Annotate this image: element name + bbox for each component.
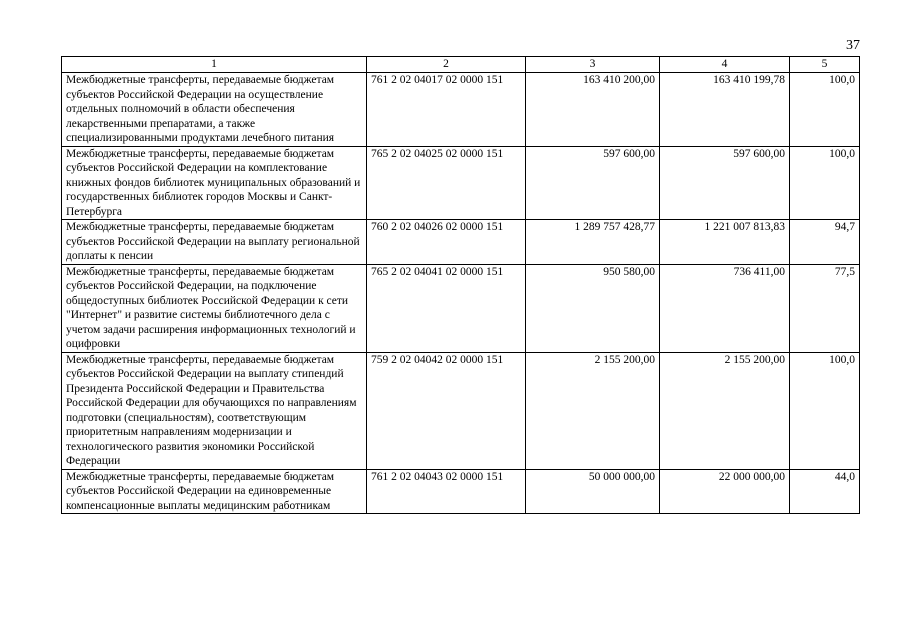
row-budget-code: 765 2 02 04025 02 0000 151 bbox=[367, 146, 526, 220]
row-description: Межбюджетные трансферты, передаваемые бюджетам субъектов Российской Федерации на комплектование книжных фондов библиотек муниципальных образований и государственных библиотек городов Москвы и Санкт-Петербурга bbox=[62, 146, 367, 220]
row-execution-percent: 100,0 bbox=[790, 146, 860, 220]
row-budget-code: 759 2 02 04042 02 0000 151 bbox=[367, 352, 526, 469]
row-execution-percent: 44,0 bbox=[790, 469, 860, 514]
row-budget-code: 761 2 02 04017 02 0000 151 bbox=[367, 73, 526, 147]
row-executed-amount: 2 155 200,00 bbox=[660, 352, 790, 469]
row-executed-amount: 1 221 007 813,83 bbox=[660, 220, 790, 265]
row-execution-percent: 77,5 bbox=[790, 264, 860, 352]
row-planned-amount: 950 580,00 bbox=[526, 264, 660, 352]
row-description: Межбюджетные трансферты, передаваемые бюджетам субъектов Российской Федерации на единовременные компенсационные выплаты медицинским работникам bbox=[62, 469, 367, 514]
row-executed-amount: 22 000 000,00 bbox=[660, 469, 790, 514]
table-row bbox=[62, 264, 860, 352]
table-header-row bbox=[62, 57, 860, 73]
table-row bbox=[62, 220, 860, 265]
row-planned-amount: 1 289 757 428,77 bbox=[526, 220, 660, 265]
row-planned-amount: 597 600,00 bbox=[526, 146, 660, 220]
table-row bbox=[62, 352, 860, 469]
row-execution-percent: 94,7 bbox=[790, 220, 860, 265]
table-row bbox=[62, 146, 860, 220]
column-header-code: 2 bbox=[367, 57, 526, 73]
row-budget-code: 765 2 02 04041 02 0000 151 bbox=[367, 264, 526, 352]
column-header-executed: 4 bbox=[660, 57, 790, 73]
row-budget-code: 760 2 02 04026 02 0000 151 bbox=[367, 220, 526, 265]
row-executed-amount: 597 600,00 bbox=[660, 146, 790, 220]
row-description: Межбюджетные трансферты, передаваемые бюджетам субъектов Российской Федерации на осуществление отдельных полномочий в области обеспечения лекарственными препаратами, а также специализированными продуктами лечебного питания bbox=[62, 73, 367, 147]
budget-table bbox=[61, 56, 860, 514]
column-header-percent: 5 bbox=[790, 57, 860, 73]
page-number: 37 bbox=[846, 38, 860, 53]
row-planned-amount: 50 000 000,00 bbox=[526, 469, 660, 514]
row-planned-amount: 2 155 200,00 bbox=[526, 352, 660, 469]
row-executed-amount: 163 410 199,78 bbox=[660, 73, 790, 147]
table-row bbox=[62, 469, 860, 514]
row-description: Межбюджетные трансферты, передаваемые бюджетам субъектов Российской Федерации на выплату региональной доплаты к пенсии bbox=[62, 220, 367, 265]
row-description: Межбюджетные трансферты, передаваемые бюджетам субъектов Российской Федерации на выплату стипендий Президента Российской Федерации и Правительства Российской Федерации для обучающихся по направлениям подготовки (специальностям), соответствующим приоритетным направлениям модернизации и технологического развития экономики Российской Федерации bbox=[62, 352, 367, 469]
row-execution-percent: 100,0 bbox=[790, 352, 860, 469]
column-header-planned: 3 bbox=[526, 57, 660, 73]
table-row bbox=[62, 73, 860, 147]
column-header-description: 1 bbox=[62, 57, 367, 73]
row-description: Межбюджетные трансферты, передаваемые бюджетам субъектов Российской Федерации, на подключение общедоступных библиотек Российской Федерации к сети "Интернет" и развитие системы библиотечного дела с учетом задачи расширения информационных технологий и оцифровки bbox=[62, 264, 367, 352]
row-budget-code: 761 2 02 04043 02 0000 151 bbox=[367, 469, 526, 514]
row-planned-amount: 163 410 200,00 bbox=[526, 73, 660, 147]
row-execution-percent: 100,0 bbox=[790, 73, 860, 147]
row-executed-amount: 736 411,00 bbox=[660, 264, 790, 352]
